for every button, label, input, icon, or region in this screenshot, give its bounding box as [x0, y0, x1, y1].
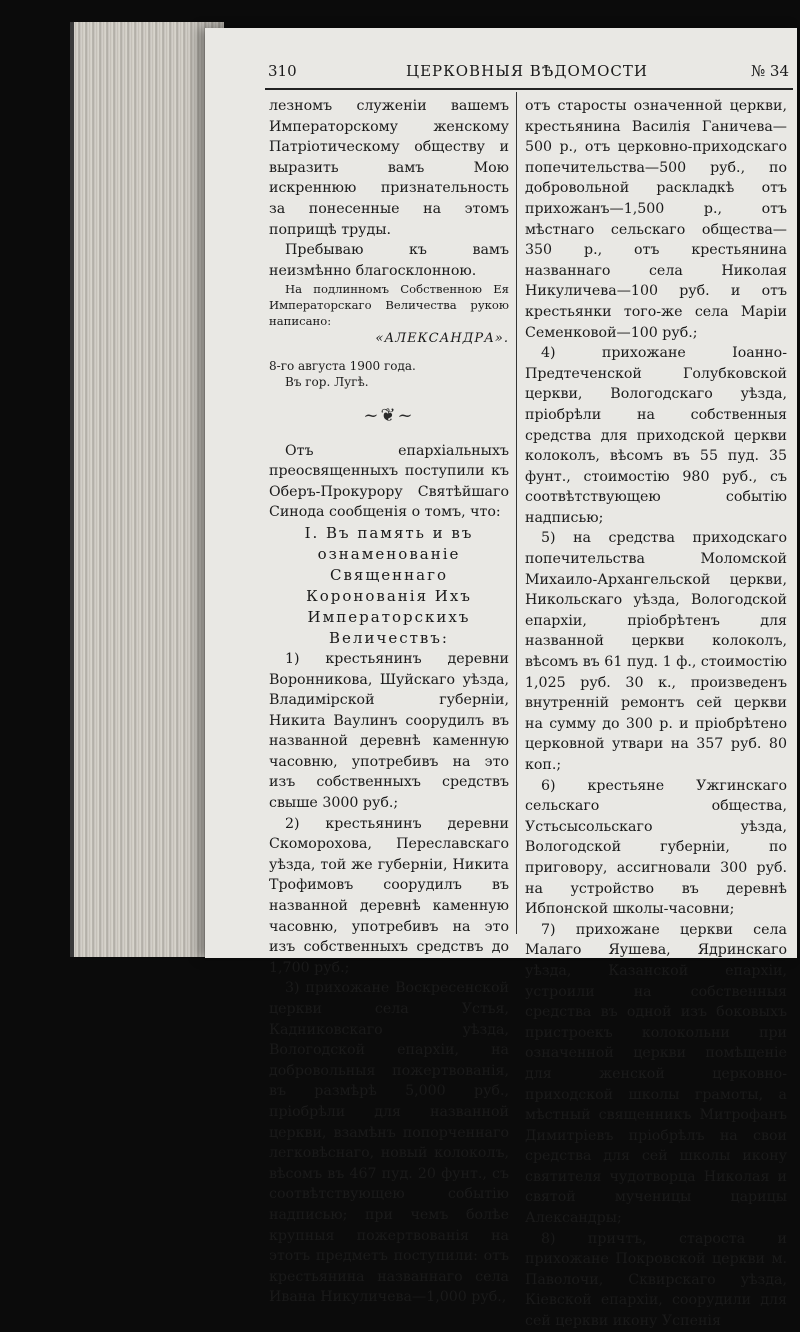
list-item: 2) крестьянинъ деревни Скоморохова, Переславскаго уѣзда, той же губерніи, Никита Трофимовъ соорудилъ въ названной деревнѣ каменную часовню, употребивъ на это изъ собственныхъ средствъ до 1,700 руб.;	[269, 815, 509, 976]
column-divider	[516, 92, 517, 934]
letter-continuation: лезномъ служеніи вашемъ Императорскому женскому Патріотическому обществу и выразить вамъ Мою искреннюю признательность за понесенные на этомъ поприщѣ труды.	[269, 98, 509, 238]
dateline	[269, 358, 509, 390]
list-item: 8) причтъ, староста и прихожане Покровской церкви м. Паволочи, Сквирскаго уѣзда, Кіевской епархіи, соорудили для сей церкви икону Успенія	[525, 1230, 787, 1330]
book-page-edges	[70, 22, 224, 957]
left-column	[269, 96, 509, 1308]
list-item: 3) прихожане Воскресенской церкви села Устья, Кадниковскаго уѣзда, Вологодской епархіи, на добровольныя пожертвованія, въ размѣрѣ 5,000 руб., пріобрѣли для названной церкви, взамѣнъ попорченнаго легковѣснаго, новый колоколъ, вѣсомъ въ 467 пуд. 20 фунт., съ соотвѣтствующею событію надписью; при чемъ болѣе крупныя пожертвованія на этотъ предметъ поступили: отъ крестьянина названнаго села Ивана Никуличева—1,000 руб.,	[269, 980, 509, 1306]
list-item: 6) крестьяне Ужгинскаго сельскаго общества, Устьсысольскаго уѣзда, Вологодской губерніи, по приговору, ассигновали 300 руб. на устройство въ деревнѣ Ибпонской школы-часовни;	[525, 777, 787, 918]
letter-closing: Пребываю къ вамъ неизмѣнно благосклонною.	[269, 242, 509, 279]
list-item: 4) прихожане Іоанно-Предтеченской Голубковской церкви, Вологодскаго уѣзда, пріобрѣли на собственныя средства для приходской церкви колоколъ, вѣсомъ въ 55 пуд. 35 фунт., стоимостію 980 руб., съ соотвѣтствующею событію надписью;	[525, 345, 787, 526]
section-heading: I. Въ память и въ ознаменованіе Священнаго Коронованія Ихъ Императорскихъ Величествъ:	[304, 523, 474, 647]
ornament-divider: ~❦~	[363, 404, 415, 426]
issue-number: № 34	[750, 62, 789, 80]
running-title: ЦЕРКОВНЫЯ ВѢДОМОСТИ	[406, 62, 648, 80]
list-item: 1) крестьянинъ деревни Воронникова, Шуйскаго уѣзда, Владимірской губерніи, Никита Ваулинъ соорудилъ въ названной деревнѣ каменную часовню, употребивъ на это изъ собственныхъ средствъ свыше 3000 руб.;	[269, 650, 509, 812]
letter-place: Въ гор. Лугѣ.	[285, 374, 369, 389]
header-rule	[265, 88, 793, 90]
imperial-note: На подлинномъ Собственною Ея Императорскаго Величества рукою написано:	[269, 282, 509, 329]
letter-date: 8-го августа 1900 года.	[269, 358, 416, 373]
book-page	[205, 28, 797, 1330]
list-item: 5) на средства приходскаго попечительства Моломской Михаило-Архангельской церкви, Никольскаго уѣзда, Вологодской епархіи, пріобрѣтенъ для названной церкви колоколъ, вѣсомъ въ 61 пуд. 1 ф., стоимостію 1,025 руб. 30 к., произведенъ внутренній ремонтъ сей церкви на сумму до 300 р. и пріобрѣтено церковной утвари на 357 руб. 80 коп.;	[525, 530, 787, 773]
list-item: 7) прихожане церкви села Малаго Яушева, Ядринскаго уѣзда, Казанской епархіи, устроили на собственныя средства въ одной изъ боковыхъ пристроекъ колокольни при означенной церкви помѣщеніе для женской церковно-приходской школы грамоты, а мѣстный священникъ Митрофанъ Димитріевъ пріобрѣлъ на свои средства для сей школы икону святителя чудотворца Николая и святой мученицы царицы Александры;	[525, 921, 787, 1227]
page-number: 310	[268, 62, 297, 80]
imperial-signature: «АЛЕКСАНДРА».	[375, 331, 509, 347]
page-header	[265, 62, 789, 88]
report-intro: Отъ епархіальныхъ преосвященныхъ поступили къ Оберъ-Прокурору Святѣйшаго Синода сообщенія о томъ, что:	[269, 442, 509, 521]
list-item: отъ старосты означенной церкви, крестьянина Василія Ганичева—500 р., отъ церковно-приходскаго попечительства—500 руб., по добровольной раскладкѣ отъ прихожанъ—1,500 р., отъ мѣстнаго сельскаго общества—350 р., отъ крестьянина названнаго села Николая Никуличева—100 руб. и отъ крестьянки того-же села Маріи Семенковой—100 руб.;	[525, 98, 787, 341]
right-column	[525, 96, 787, 1332]
